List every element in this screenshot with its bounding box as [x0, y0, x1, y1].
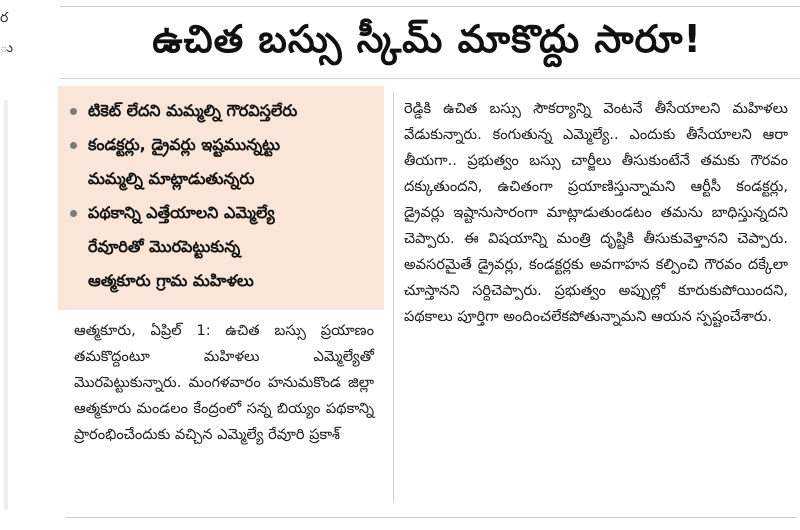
article-headline: ఉచిత బస్సు స్కీమ్ మాకొద్దు సారూ!	[152, 17, 702, 61]
highlight-item	[70, 128, 376, 196]
article-body-right	[404, 96, 788, 330]
highlight-item	[70, 196, 376, 298]
adjacent-article-fragment	[0, 0, 40, 530]
column-divider	[393, 92, 394, 502]
highlight-line: ఆత్మకూరు గ్రామ మహిళలు	[88, 271, 254, 290]
bottom-rule	[66, 517, 796, 518]
highlight-line: రేవూరితో మొరపెట్టుకున్న	[88, 237, 241, 256]
highlight-item: టికెట్ లేదని మమ్మల్ని గౌరవిస్తలేరు	[70, 94, 376, 128]
body-paragraph-left: ఆత్మకూరు, ఏప్రిల్ 1: ఉచిత బస్సు ప్రయాణం తమకొద్దంటూ మహిళలు ఎమ్మెల్యేతో మొరపెట్టుకున్నారు. మంగళవారం హనుమకొండ జిల్లా ఆత్మకూరు మండలం కేంద్రంలో సన్న బియ్యం పథకాన్ని ప్రారంభించేందుకు వచ్చిన ఎమ్మెల్యే రేవూరి ప్రకాశ్	[74, 322, 374, 443]
body-paragraph-right: రెడ్డికి ఉచిత బస్సు సౌకర్యాన్ని వెంటనే తీసేయాలని మహిళలు వేడుకున్నారు. కంగుతున్న ఎమ్మెల్యే.. ఎందుకు తీసేయాలని ఆరా తీయగా.. ప్రభుత్వం బస్సు చార్జీలు తీసుకుంటేనే తమకు గౌరవం దక్కుతుందని, ఉచితంగా ప్రయాణిస్తున్నామని ఆర్టీసీ కండక్టర్లు, డ్రైవర్లు ఇష్టానుసారంగా మాట్లాడుతుండటం తమను బాధిస్తున్నదని చెప్పారు. ఈ విషయాన్ని మంత్రి దృష్టికి తీసుకువెళ్తానని చెప్పారు. అవసరమైతే డ్రైవర్లు, కండక్టర్లకు అవగాహన కల్పించి గౌరవం దక్కేలా చూస్తానని సర్దిచెప్పారు. ప్రభుత్వం అప్పుల్లో కూరుకుపోయిందని, పథకాలు పూర్తిగా అందించలేకపోతున్నామని ఆయన స్పష్టంచేశారు.	[404, 100, 788, 325]
highlight-line: కండక్టర్లు, డ్రైవర్లు ఇష్టమున్నట్టు	[88, 135, 280, 154]
highlight-line: మమ్మల్ని మాట్లాడుతున్నరు	[88, 169, 255, 188]
highlight-list	[58, 86, 384, 298]
article-body-left	[74, 318, 374, 448]
fragment-char-1: ర	[0, 10, 9, 26]
fragment-shading	[4, 100, 8, 510]
highlight-box	[58, 86, 384, 310]
highlight-line: పథకాన్ని ఎత్తేయాలని ఎమ్మెల్యే	[88, 203, 275, 222]
headline-rule	[60, 78, 800, 79]
top-rule	[60, 6, 800, 7]
fragment-char-2: ు	[0, 40, 13, 56]
